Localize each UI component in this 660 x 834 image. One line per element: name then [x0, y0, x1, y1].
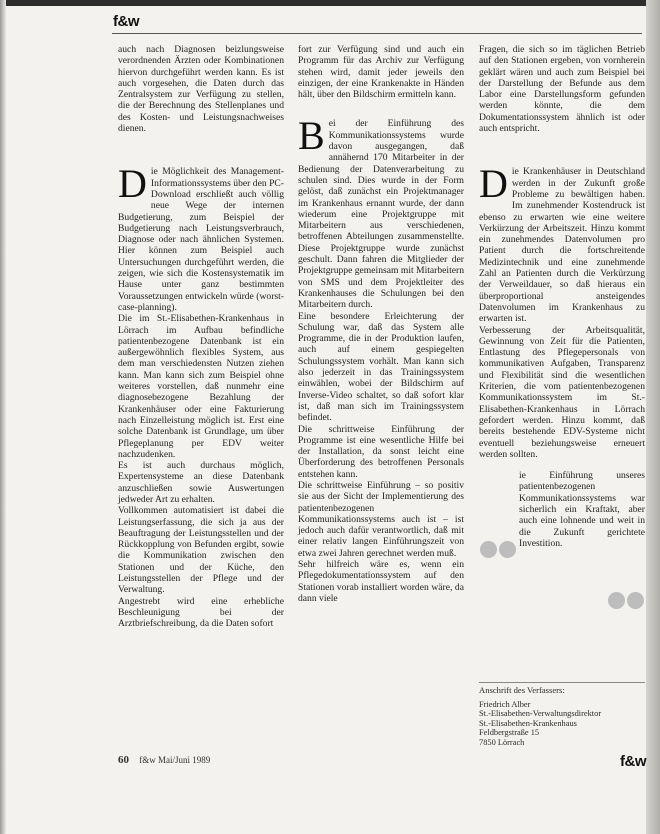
column-3	[479, 44, 645, 549]
paragraph: Die im St.-Elisabethen-Krankenhaus in Lörrach im Aufbau befindliche patientenbezogene Datenbank ist ein außergewöhnlich flexibles System, aus dem man verschiedensten Nutzen ziehen kann. Man kann sich zum Beispiel ohne weiteres vorstellen, daß nunmehr eine diagnosebezogene Bezahlung der Krankenhäuser oder eine Fakturierung nach Einzelleistung möglich ist. Erst eine solche Datenbank ist Grundlage, um über Pflegeplanung per EDV weiter nachzudenken.	[118, 313, 284, 460]
paragraph: Verbesserung der Arbeitsqualität, Gewinnung von Zeit für die Patienten, Entlastung des Pflegepersonals von kommunikativen Aufgaben, Transparenz und Flexibilität sind die wesentlichen Kriterien, die vom patientenbezogenen Kommunikationssystem im St.-Elisabethen-Krankenhaus in Lörrach gefordert werden. Hinzu kommt, daß bereits bestehende EDV-Systeme nicht eventuell beziehungsweise erneuert werden sollten.	[479, 324, 645, 460]
column-2	[298, 44, 464, 604]
paragraph: Die Möglichkeit des Management-Informationssystems über den PC-Download erschließt auch völlig neue Wege der internen Budgetierung, zum Beispiel der Budgetierung nach Leistungsverbrauch, Diagnose oder nach ähnlichen Systemen. Hier können zum Beispiel auch Untersuchungen durchgeführt werden, die zeigen, wie sich die Kostensystematik im Hause unter ganz bestimmten Voraussetzungen entwickeln würde (worst-case-planning).	[118, 161, 284, 313]
next-page-edge	[646, 0, 660, 834]
page-number: 60	[118, 754, 129, 766]
paragraph: Eine besondere Erleichterung der Schulung war, daß das System alle Programme, die in der Produktion laufen, auch auf einem gespiegelten Schulungssystem vorhält. Man kann sich also jederzeit in das Trainingssystem einwählen, wobei der Bildschirm auf Inverse-Video schaltet, so daß sofort klar ist, daß man sich im Trainingssystem befindet.	[298, 310, 464, 424]
magazine-logo-bottom: f&w	[620, 753, 646, 770]
address-line: 7850 Lörrach	[479, 737, 525, 747]
dropcap-d: D	[479, 161, 508, 207]
paragraph: auch nach Diagnosen beizlungsweise verordnenden Ärzten oder Kombinationen hiervon durchgeführt werden kann. Es ist auch vorgesehen, die Daten durch das Zentralsystem zur Verfügung zu stellen, die der Berechnung des Stellenplanes und des Kosten- und Leistungsnachweises dienen.	[118, 44, 284, 135]
page-footer	[118, 754, 210, 766]
circle-ornament	[499, 541, 516, 558]
paragraph: Vollkommen automatisiert ist dabei die Leistungserfassung, die sich ja aus der Beauftragung der Leistungsstellen und der Rückkopplung von Befunden ergibt, sowie die Kommunikation zwischen den Stationen und der Küche, den Leistungsstellen der Pflege und der Verwaltung.	[118, 505, 284, 596]
closing-paragraph: ie Einführung unseres patientenbezogenen Kommunikationssystems war sicherlich ein Kraftakt, aber auch eine lohnende und weit in die Zukunft gerichtete Investition.	[519, 470, 645, 549]
paragraph: Die Krankenhäuser in Deutschland werden in der Zukunft große Probleme zu bewältigen haben. Im zunehmender Kostendruck ist ebenso zu erwarten wie eine weitere Verkürzung der Arbeitszeit. Hinzu kommt ein zunehmendes Datenvolumen pro Patient durch die fortschreitende Medizintechnik und eine zunehmende Zahl an Patienten durch die Verkürzung der Verweildauer, so daß hieraus ein überproportional ansteigendes Datenvolumen im Krankenhaus zu erwarten ist.	[479, 161, 645, 325]
paragraph: Angestrebt wird eine erhebliche Beschleunigung bei der Arztbriefschreibung, da die Daten sofort	[118, 595, 284, 630]
dropcap-d: D	[118, 161, 147, 207]
column-1	[118, 44, 284, 630]
paragraph: Bei der Einführung des Kommunikationssystems wurde davon ausgegangen, daß annähernd 170 Mitarbeiter in der Bedienung der Datenverarbeitung zu schulen sind. Dies wurde in der Form gelöst, daß zunächst ein Projektmanager im Krankenhaus ernannt wurde, der dann wiederum eine Projektgruppe mit Mitarbeitern aus verschiedenen, betroffenen Abteilungen zusammenstellte. Diese Projektgruppe wurde zunächst geschult. Dann fahren die Mitglieder der Projektgruppe gemeinsam mit Mitarbeitern von SMS und dem Projektleiter des Krankenhauses die Schulungen bei den Mitarbeitern durch.	[298, 113, 464, 311]
paragraph: Die schrittweise Einführung – so positiv sie aus der Sicht der Implementierung des patientenbezogenen Kommunikationssystems auch ist – ist jedoch auch dafür verantwortlich, daß mit einer relativ langen Einführungszeit von etwa zwei Jahren gerechnet werden muß.	[298, 479, 464, 559]
issue-label: f&w Mai/Juni 1989	[139, 755, 211, 765]
paragraph: Es ist auch durchaus möglich, Expertensysteme an diese Datenbank anzuschließen sowie Auswertungen jedweder Art zu erhalten.	[118, 460, 284, 505]
signature-rule	[479, 682, 645, 683]
address-line: Friedrich Alber	[479, 699, 531, 709]
paragraph: Fragen, die sich so im täglichen Betrieb auf den Stationen ergeben, von vornherein geklärt wären und auch zum Beispiel bei der Darstellung der Befunde aus dem Labor eine Darstellungsform gefunden werden könnte, die dem Dokumentationssystem ähnlich ist oder auch entspricht.	[479, 44, 645, 135]
paragraph: Sehr hilfreich wäre es, wenn ein Pflegedokumentationssystem auf den Stationen vorab installiert worden wäre, da dann viele	[298, 559, 464, 604]
address-line: St.-Elisabethen-Krankenhaus	[479, 718, 577, 728]
circle-ornament	[608, 592, 625, 609]
header-rule	[112, 33, 642, 34]
address-line: St.-Elisabethen-Verwaltungsdirektor	[479, 709, 602, 719]
circle-ornament	[480, 541, 497, 558]
address-line: Feldbergstraße 15	[479, 728, 540, 738]
magazine-logo-top: f&w	[113, 13, 139, 30]
paragraph: fort zur Verfügung sind und auch ein Programm für das Archiv zur Verfügung stehen wird, damit jeder jeweils den einzigen, der eine Krankenakte in Händen hält, über den Bildschirm ermitteln kann.	[298, 44, 464, 101]
page-fold-shadow	[0, 0, 6, 834]
address-title: Anschrift des Verfassers:	[479, 685, 565, 695]
paragraph: Die schrittweise Einführung der Programme ist eine wesentliche Hilfe bei der Installation, da sonst leicht eine Überforderung des betroffenen Personals entstehen kann.	[298, 423, 464, 480]
author-address	[479, 686, 645, 748]
circle-ornament	[627, 592, 644, 609]
page-edge-top	[0, 0, 660, 6]
dropcap-b: B	[298, 113, 325, 159]
